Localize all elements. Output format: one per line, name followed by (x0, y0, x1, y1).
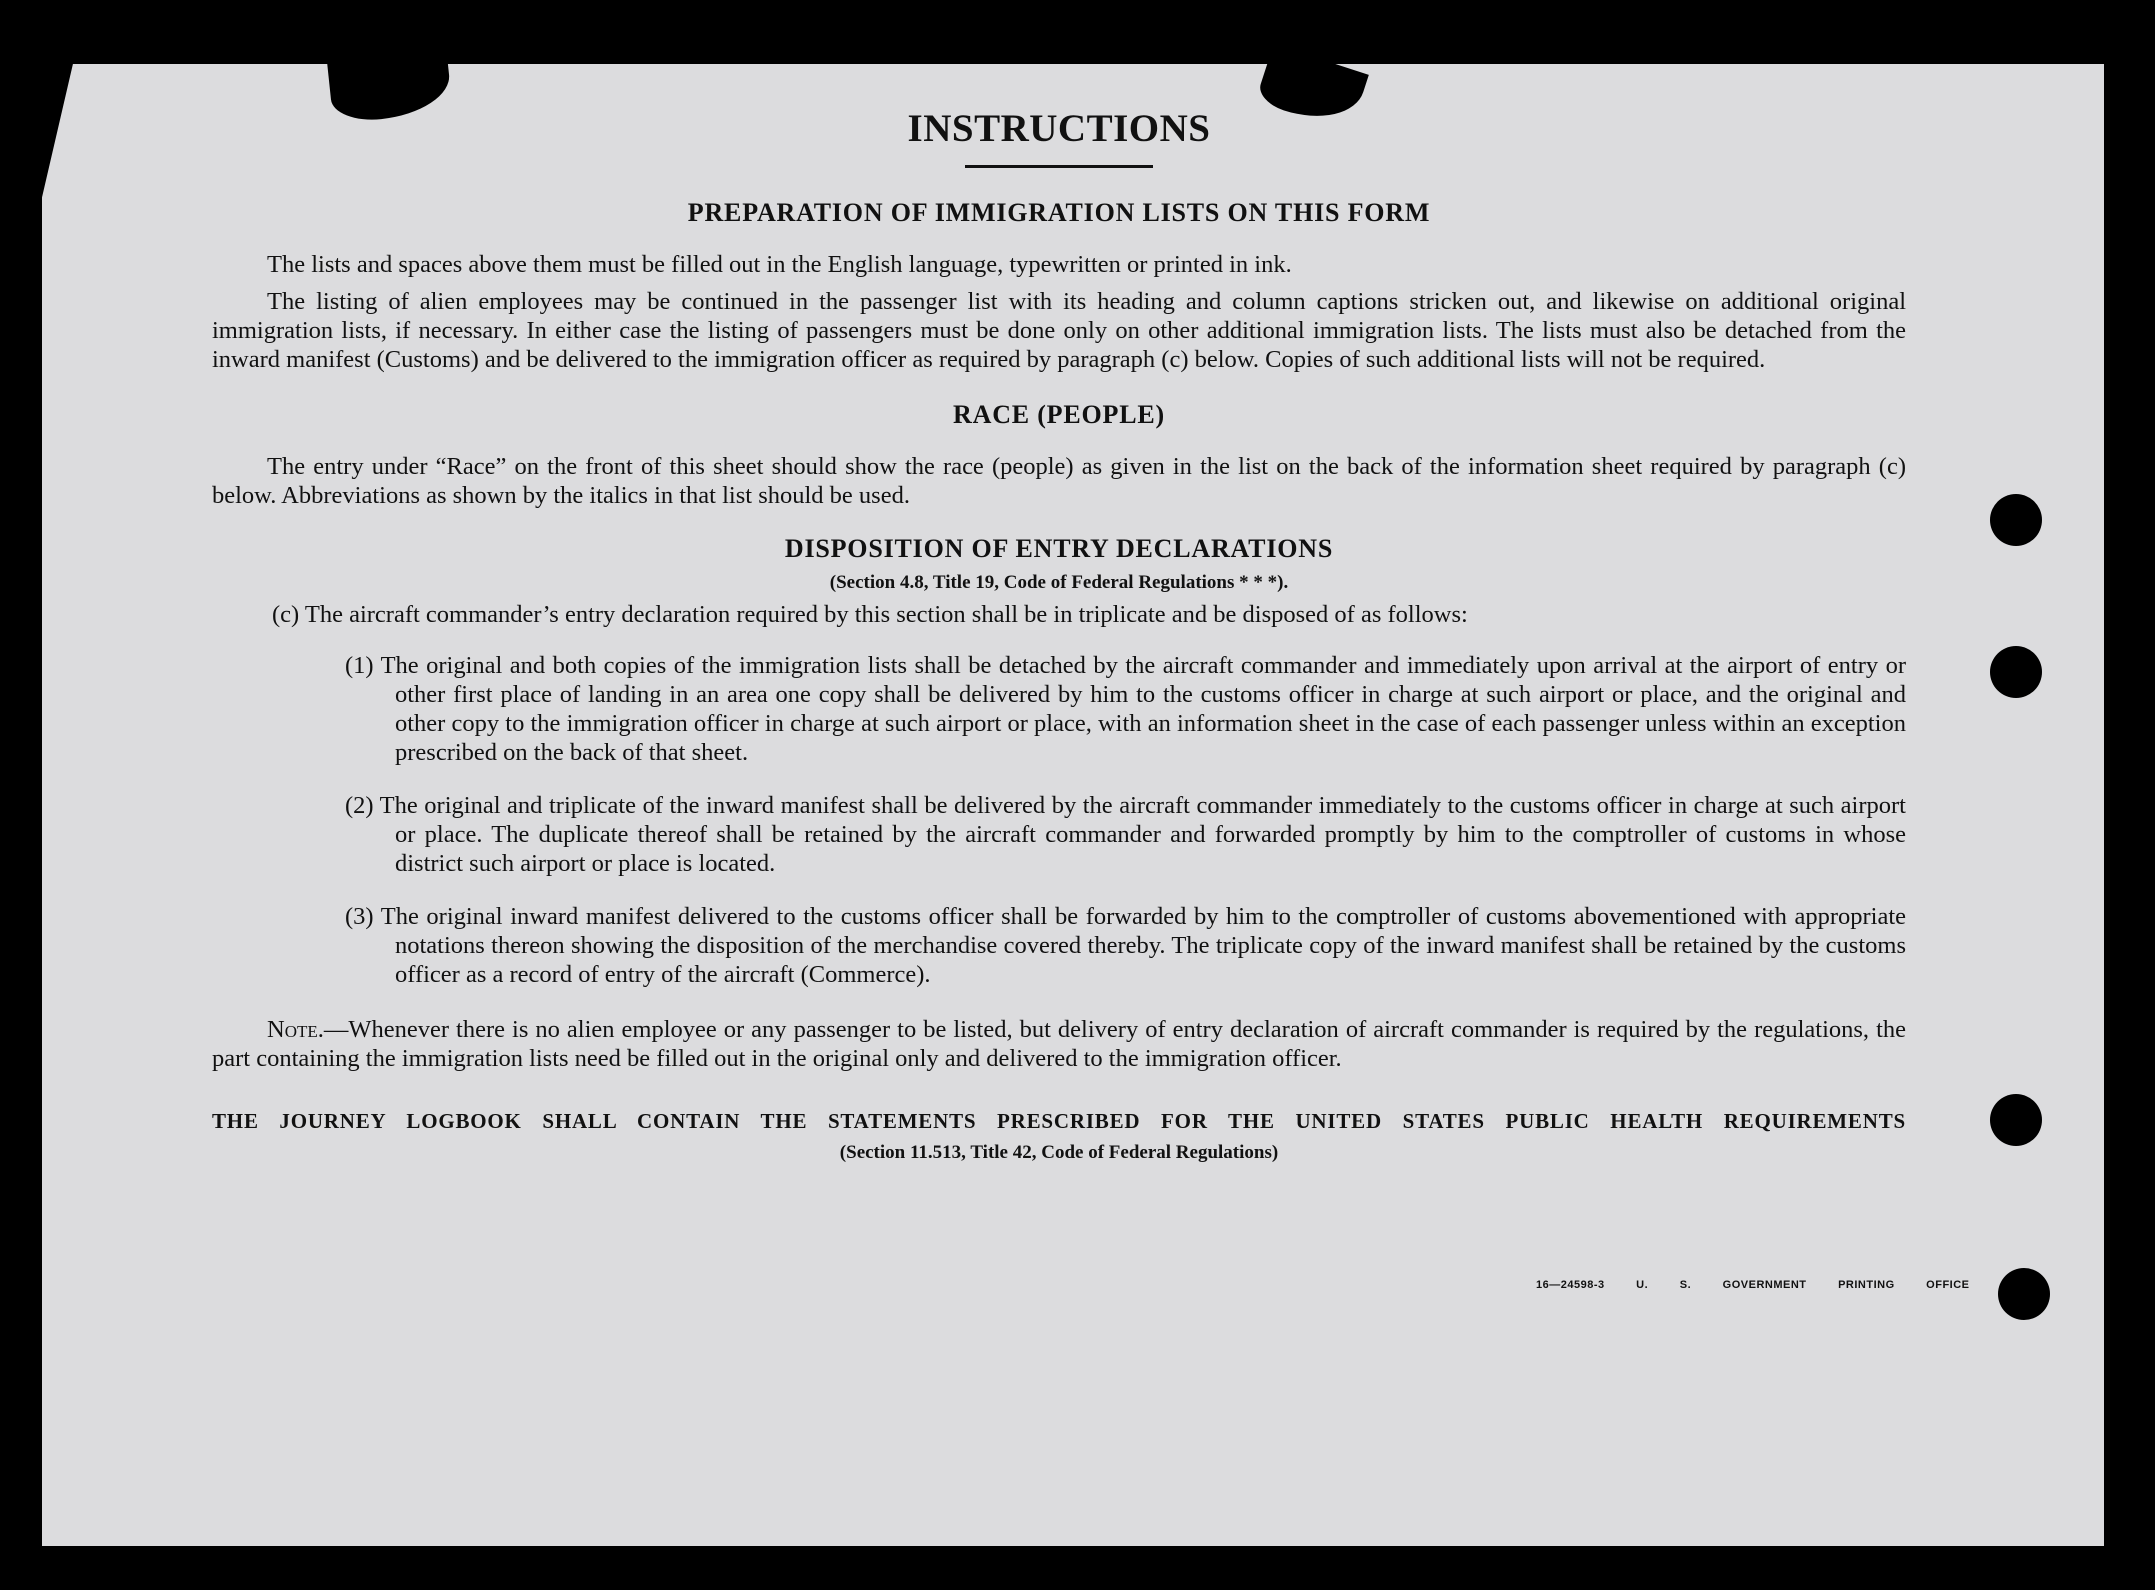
punch-hole (1990, 494, 2042, 546)
punch-hole (1990, 1094, 2042, 1146)
disposition-item-2: (2) The original and triplicate of the inward manifest shall be delivered by the aircraft commander immediately to the customs officer in charge at such airport or place. The duplicate thereof shall be retained by the aircraft commander and forwarded promptly by him to the comptroller of customs in whose district such airport or place is located. (345, 792, 1906, 877)
disposition-item-3: (3) The original inward manifest delivered to the customs officer shall be forwarded by him to the comptroller of customs abovementioned with appropriate notations thereon showing the disposition of the merchandise covered thereby. The triplicate copy of the inward manifest shall be retained by the customs officer as a record of entry of the aircraft (Commerce). (345, 903, 1906, 988)
logbook-statement: THE JOURNEY LOGBOOK SHALL CONTAIN THE STATEMENTS PRESCRIBED FOR THE UNITED STATES PUBLIC HEALTH REQUIREMENTS (212, 1109, 1906, 1133)
section-heading-race: RACE (PEOPLE) (953, 400, 1165, 429)
preparation-paragraph-2: The listing of alien employees may be continued in the passenger list with its heading and column captions stricken out, and likewise on additional original immigration lists, if necessary. In either case the listing of passengers must be done only on other additional immigration lists. The lists must also be detached from the inward manifest (Customs) and be delivered to the immigration officer as required by paragraph (c) below. Copies of such additional lists will not be required. (212, 288, 1906, 373)
document-body (212, 106, 1906, 1164)
note-paragraph (212, 1015, 1906, 1073)
note-label: Note. (267, 1016, 324, 1043)
disposition-citation: (Section 4.8, Title 19, Code of Federal Regulations * * *). (829, 572, 1289, 593)
race-paragraph: The entry under “Race” on the front of this sheet should show the race (people) as given in the list on the back of the information sheet required by paragraph (c) below. Abbreviations as shown by the italics in that list should be used. (212, 453, 1906, 509)
page-title: INSTRUCTIONS (907, 107, 1211, 150)
punch-hole (1998, 1268, 2050, 1320)
punch-hole (1990, 646, 2042, 698)
print-code: 16—24598-3 (1536, 1279, 1605, 1291)
disposition-item-1: (1) The original and both copies of the immigration lists shall be detached by the aircraft commander and immediately upon arrival at the airport of entry or other first place of landing in an area one copy shall be delivered by him to the customs officer in charge at such airport or place, and the original and other copy to the immigration officer in charge at such airport or place, with an information sheet in the case of each passenger unless within an exception prescribed on the back of that sheet. (345, 652, 1906, 766)
note-text: —Whenever there is no alien employee or any passenger to be listed, but delivery of entry declaration of aircraft commander is required by the regulations, the part containing the immigration lists need be filled out in the original only and delivered to the immigration officer. (212, 1016, 1906, 1072)
disposition-intro: (c) The aircraft commander’s entry declaration required by this section shall be in triplicate and be disposed of as follows: (272, 601, 1468, 628)
section-heading-disposition: DISPOSITION OF ENTRY DECLARATIONS (784, 534, 1334, 563)
title-underline (965, 165, 1153, 168)
preparation-paragraph-1: The lists and spaces above them must be filled out in the English language, typewritten or printed in ink. (267, 251, 1292, 278)
print-footer (1536, 1279, 1970, 1291)
logbook-citation: (Section 11.513, Title 42, Code of Federal Regulations) (839, 1142, 1279, 1163)
printer-name: U. S. GOVERNMENT PRINTING OFFICE (1636, 1279, 1970, 1291)
section-heading-preparation: PREPARATION OF IMMIGRATION LISTS ON THIS FORM (687, 198, 1431, 227)
